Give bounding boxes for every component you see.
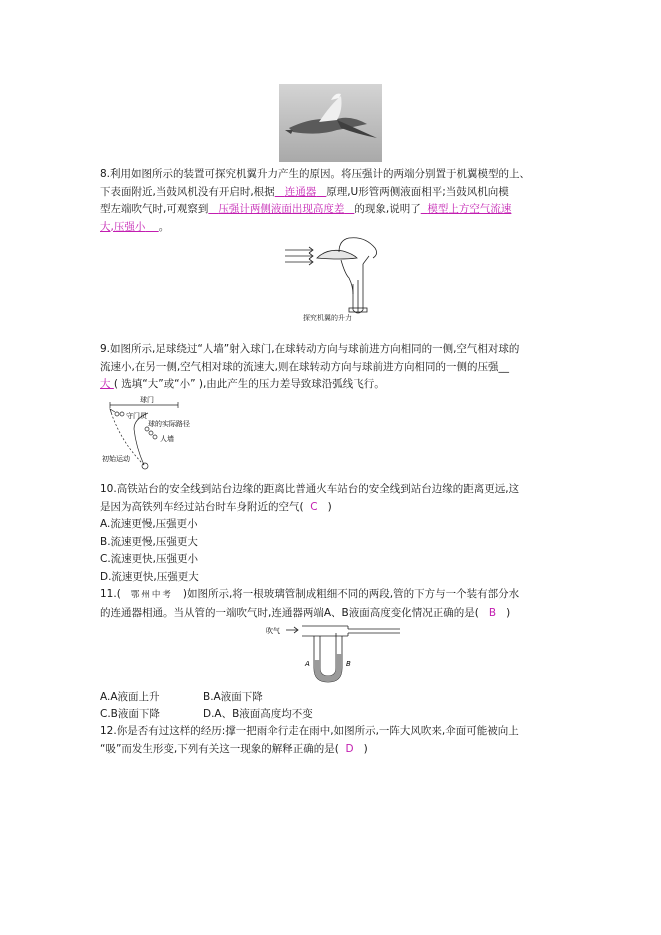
q8-answer-1: 连通器 [284,185,317,198]
q11-option-a: A.A液面上升 [100,691,160,703]
q11-fig-blow: 吹气 [266,627,280,635]
q9-line-2: 流速小,在另一侧,空气相对球的流速大,则在球转动方向与球前进方向相同的一侧的压强 [100,360,499,373]
q8-line-2: 下表面附近,当鼓风机没有开启时,根据 [100,185,275,198]
q8-fig-caption: 探究机翼的升力 [303,314,352,322]
q11-option-c: C.B液面下降 [100,708,160,720]
question-10: 10.高铁站台的安全线到站台边缘的距离比普通火车站台的安全线到站台边缘的距离更远,这 是因为高铁列车经过站台时车身附近的空气( C ) A.流速更慢,压强更小 B.流速更慢,压强更大 C.流速更快,压强更小 D.流速更快,压强更大 [100,481,566,586]
q10-option-c: C.流速更快,压强更小 [100,553,199,565]
q12-line-2: “吸”而发生形变,下列有关这一现象的解释正确的是( [100,742,339,755]
q11-option-d: D.A、B液面高度均不变 [203,708,313,720]
q9-fig-goal: 球门 [140,396,154,404]
q8-line-1: 8.利用如图所示的装置可探究机翼升力产生的原因。将压强计的两端分别置于机翼模型的上、 [100,168,531,180]
q8-answer-3b: 大,压强小 [100,220,146,233]
q11-fig-label-b: B [346,660,351,668]
q9-answer: 大 [100,378,111,390]
q9-line-3: ( 选填“大”或“小” ),由此产生的压力差导致球沿弧线飞行。 [113,378,385,390]
q11-line-1a: 11.( [100,588,121,600]
q12-answer: D [345,742,354,755]
q9-line-1: 9.如图所示,足球绕过“人墙”射入球门,在球转动方向与球前进方向相同的一侧,空气相对球的 [100,343,520,355]
q9-fig-start: 初始运动 [102,455,130,463]
bird-flight-photo [279,84,382,162]
football-path-figure [100,395,222,475]
q9-fig-wall: 人墙 [160,435,174,443]
q12-line-1: 12.你是否有过这样的经历:撑一把雨伞行走在雨中,如图所示,一阵大风吹来,伞面可能被向上 [100,725,519,737]
q11-fig-label-a: A [305,660,310,668]
q8-answer-3a: 模型上方空气流速 [427,203,512,215]
q10-option-a: A.流速更慢,压强更小 [100,518,198,530]
question-11: 11.( 鄂州中考 )如图所示,将一根玻璃管制成粗细不同的两段,管的下方与一个装有部分水 的连通器相通。当从管的一端吹气时,连通器两端A、B液面高度变化情况正确的是( B ) [100,588,520,619]
q10-option-b: B.流速更慢,压强更大 [100,535,198,548]
question-8: 8.利用如图所示的装置可探究机翼升力产生的原因。将压强计的两端分别置于机翼模型的上、 下表面附近,当鼓风机没有开启时,根据 连通器 原理,U形管两侧液面相平;当鼓风机向模 型左端吹气时,可观察到 压强计两侧液面出现高度差 的现象,说明了 模型上方空气流速 大,压强小 。 [100,166,566,236]
q8-line-2b: 原理,U形管两侧液面相平;当鼓风机向模 [326,185,509,198]
q10-answer: C [310,500,318,513]
tube-figure [262,624,402,686]
q8-answer-2: 压强计两侧液面出现高度差 [218,203,345,215]
q11-option-b: B.A液面下降 [203,691,263,703]
q11-answer: B [488,606,497,619]
q11-source: 鄂州中考 [130,590,173,600]
question-12: 12.你是否有过这样的经历:撑一把雨伞行走在雨中,如图所示,一阵大风吹来,伞面可能被向上 “吸”而发生形变,下列有关这一现象的解释正确的是( D ) [100,723,566,758]
q11-line-1b: )如图所示,将一根玻璃管制成粗细不同的两段,管的下方与一个装有部分水 [182,588,520,600]
q10-line-2: 是因为高铁列车经过站台时车身附近的空气( [100,500,304,513]
q10-option-d: D.流速更快,压强更大 [100,570,199,583]
wing-pressure-figure [283,234,393,322]
q8-line-3b: 的现象,说明了 [354,203,421,215]
q11-line-2: 的连通器相通。当从管的一端吹气时,连通器两端A、B液面高度变化情况正确的是( [100,606,479,619]
q9-fig-path: 球的实际路径 [148,420,190,428]
question-9: 9.如图所示,足球绕过“人墙”射入球门,在球转动方向与球前进方向相同的一侧,空气相对球的 流速小,在另一侧,空气相对球的流速大,则在球转动方向与球前进方向相同的一侧的压强__ 大 ( 选填“大”或“小” ),由此产生的压力差导致球沿弧线飞行。 [100,341,566,394]
q9-fig-keeper: 守门员 [126,412,147,420]
q8-line-3: 型左端吹气时,可观察到 [100,203,209,215]
q10-line-1: 10.高铁站台的安全线到站台边缘的距离比普通火车站台的安全线到站台边缘的距离更远,这 [100,483,520,495]
